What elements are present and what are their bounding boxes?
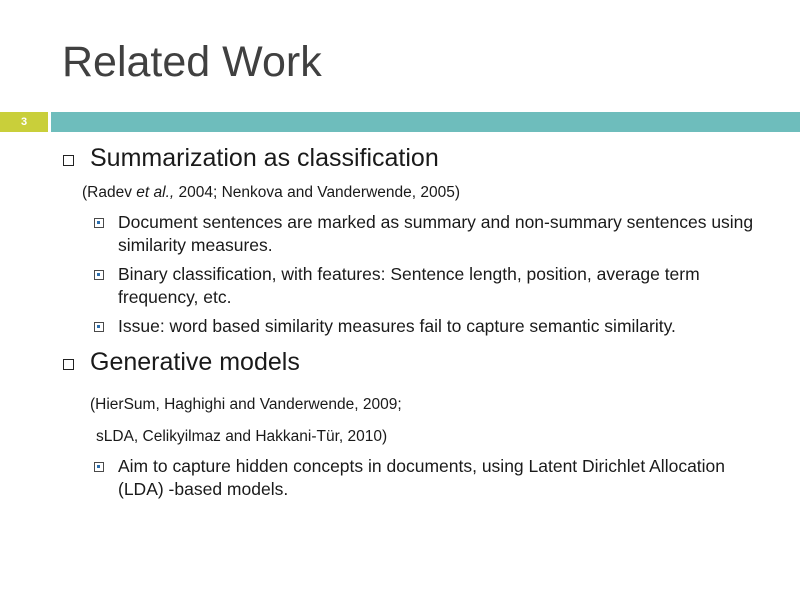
sub-bullet-text: Document sentences are marked as summary and non-summary sentences using similarity measures. (118, 212, 754, 255)
bullet-square-icon (63, 155, 74, 166)
bullet-heading: Summarization as classification (90, 144, 439, 172)
sub-bullet-icon (94, 462, 104, 472)
slide-number: 3 (20, 116, 28, 128)
sub-bullet-icon (94, 270, 104, 280)
sub-bullet-text: Binary classification, with features: Sentence length, position, average term frequency, etc. (118, 264, 700, 307)
sub-bullet-icon (94, 218, 104, 228)
citation: (Radev et al., 2004; Nenkova and Vanderwende, 2005) (82, 184, 461, 201)
bullet-heading: Generative models (90, 348, 300, 376)
sub-bullet-text: Issue: word based similarity measures fail to capture semantic similarity. (118, 316, 676, 336)
slide-title: Related Work (62, 38, 322, 86)
citation: (HierSum, Haghighi and Vanderwende, 2009; (90, 396, 402, 413)
sub-bullet-icon (94, 322, 104, 332)
bullet-square-icon (63, 359, 74, 370)
citation: sLDA, Celikyilmaz and Hakkani-Tür, 2010) (96, 428, 388, 445)
sub-bullet-text: Aim to capture hidden concepts in documents, using Latent Dirichlet Allocation (LDA) -based models. (118, 456, 726, 499)
title-divider-band (51, 112, 800, 132)
